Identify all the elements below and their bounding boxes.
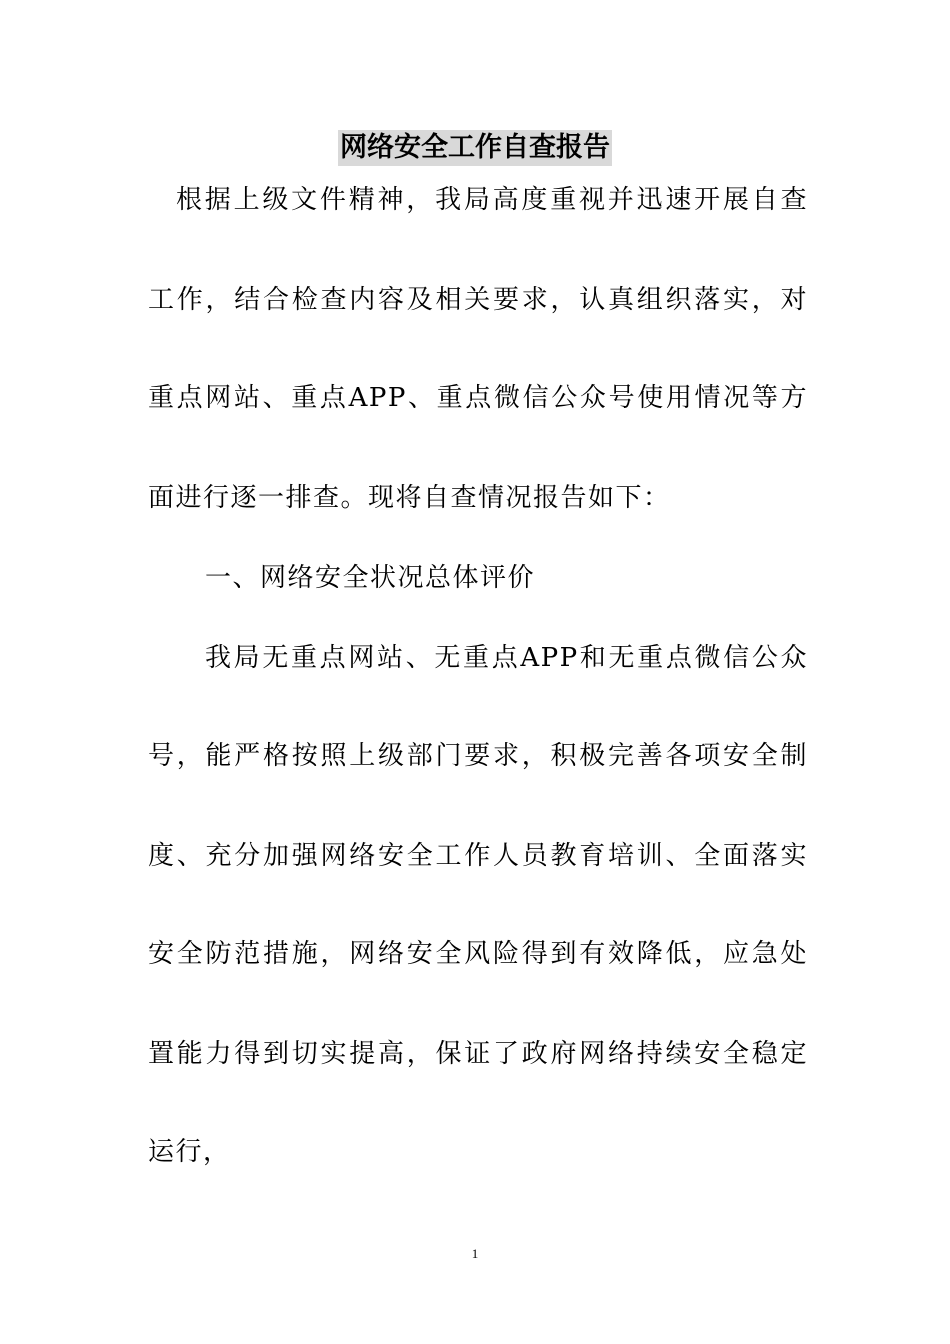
title-container xyxy=(0,130,950,166)
paragraph-line-3: 重点网站、重点APP、重点微信公众号使用情况等方 xyxy=(148,383,808,413)
paragraph-line-6: 号，能严格按照上级部门要求，积极完善各项安全制 xyxy=(148,741,808,771)
paragraph-line-2: 工作，结合检查内容及相关要求，认真组织落实，对 xyxy=(148,285,808,315)
page-number: 1 xyxy=(471,1246,479,1261)
paragraph-line-8: 安全防范措施，网络安全风险得到有效降低，应急处 xyxy=(148,939,808,969)
paragraph-line-7: 度、充分加强网络安全工作人员教育培训、全面落实 xyxy=(148,841,808,871)
section-heading: 一、网络安全状况总体评价 xyxy=(205,563,536,593)
paragraph-line-4: 面进行逐一排查。现将自查情况报告如下： xyxy=(148,483,671,513)
paragraph-line-9: 置能力得到切实提高，保证了政府网络持续安全稳定 xyxy=(148,1039,808,1069)
document-title: 网络安全工作自查报告 xyxy=(338,130,612,166)
paragraph-line-5: 我局无重点网站、无重点APP和无重点微信公众 xyxy=(205,643,808,673)
paragraph-line-1: 根据上级文件精神，我局高度重视并迅速开展自查 xyxy=(176,185,808,215)
paragraph-line-10: 运行， xyxy=(148,1137,231,1167)
